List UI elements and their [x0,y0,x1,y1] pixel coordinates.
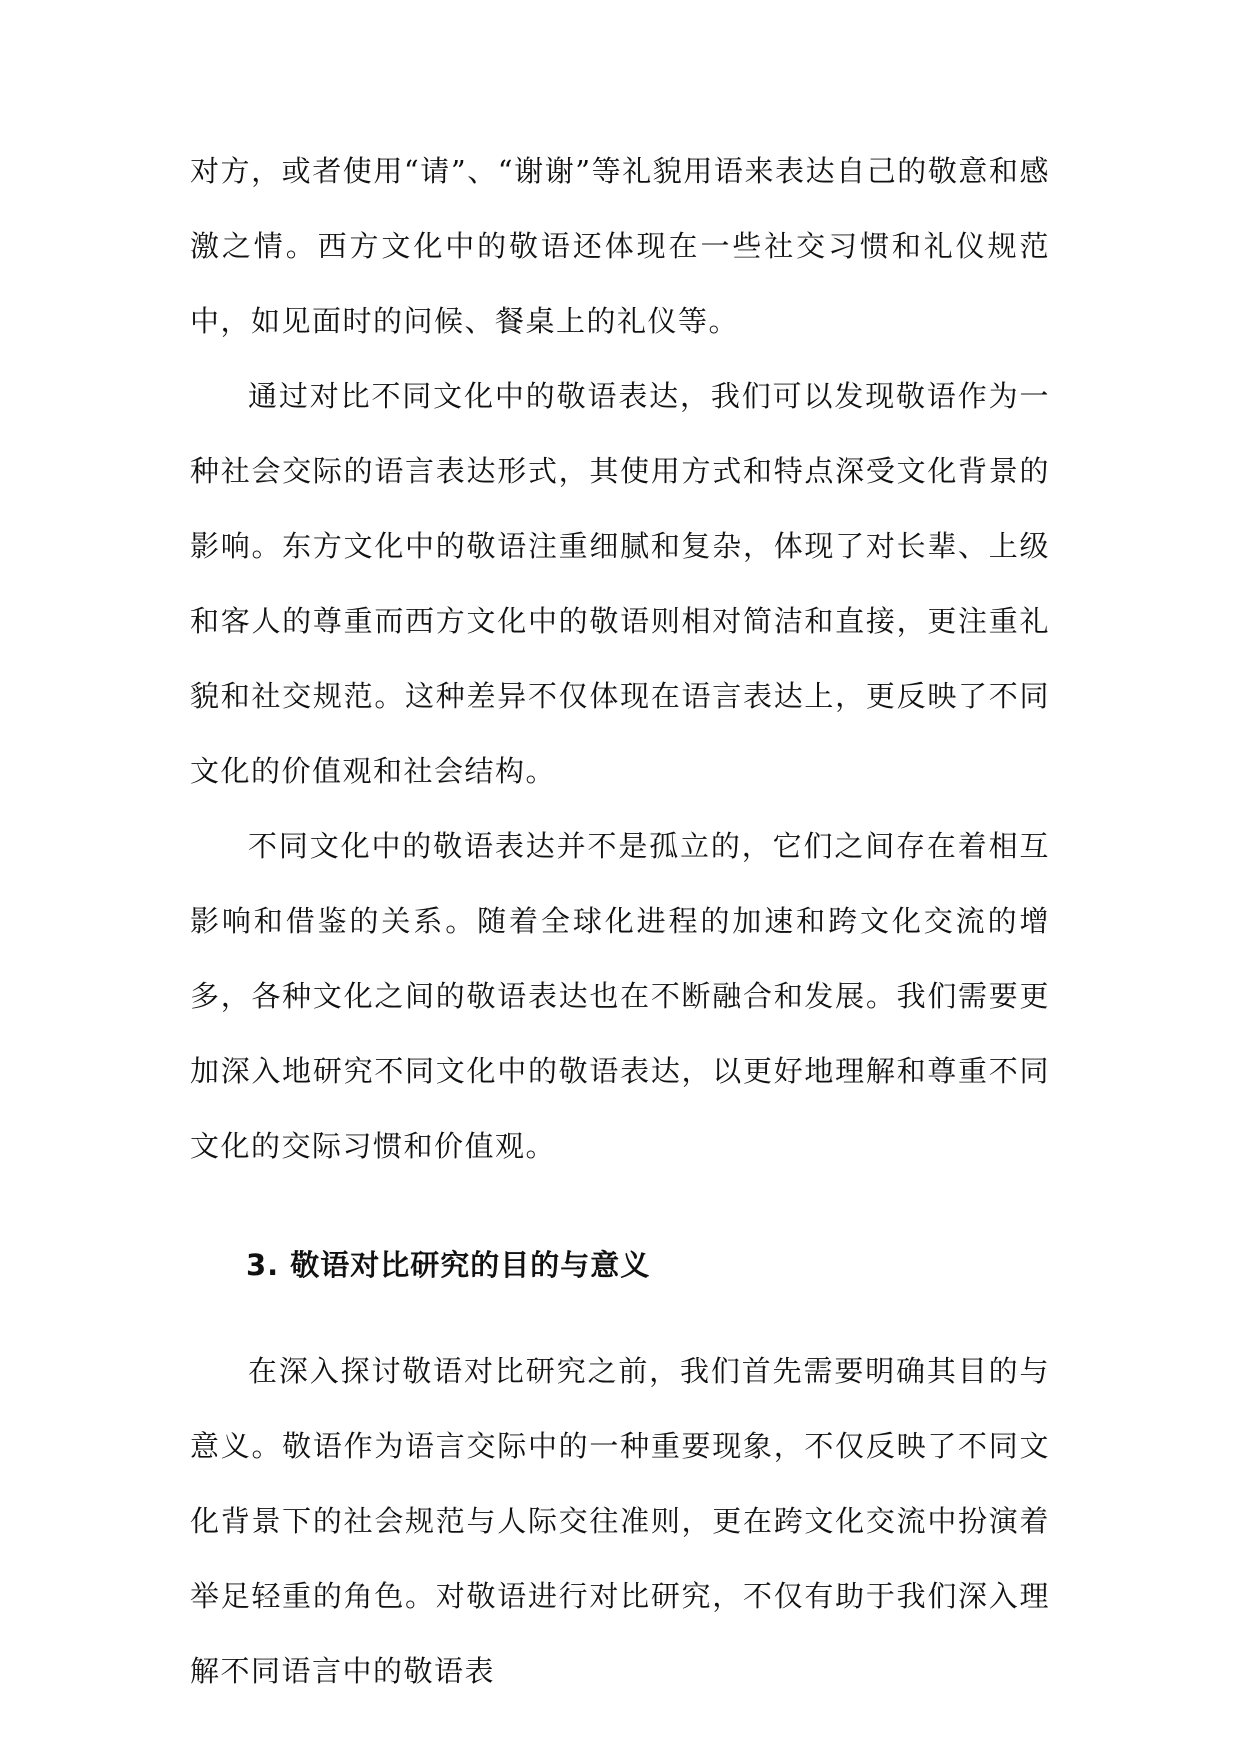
paragraph-text: 通过对比不同文化中的敬语表达，我们可以发现敬语作为一种社会交际的语言表达形式，其使用方式和特点深受文化背景的影响。东方文化中的敬语注重细腻和复杂，体现了对长辈、上级和客人的尊重而西方文化中的敬语则相对简洁和直接，更注重礼貌和社交规范。这种差异不仅体现在语言表达上，更反映了不同文化的价值观和社会结构。 [190,379,1050,788]
paragraph-continued [190,134,1050,359]
paragraph-cultural-comparison [190,359,1050,809]
paragraph-text: 对方，或者使用“请”、“谢谢”等礼貌用语来表达自己的敬意和感激之情。西方文化中的敬语还体现在一些社交习惯和礼仪规范中，如见面时的问候、餐桌上的礼仪等。 [190,154,1050,338]
paragraph-text: 在深入探讨敬语对比研究之前，我们首先需要明确其目的与意义。敬语作为语言交际中的一种重要现象，不仅反映了不同文化背景下的社会规范与人际交往准则，更在跨文化交流中扮演着举足轻重的角色。对敬语进行对比研究，不仅有助于我们深入理解不同语言中的敬语表 [190,1354,1050,1688]
section-heading: 3. 敬语对比研究的目的与意义 [246,1248,651,1282]
paragraph-research-purpose [190,1334,1050,1709]
paragraph-mutual-influence [190,809,1050,1184]
paragraph-text: 不同文化中的敬语表达并不是孤立的，它们之间存在着相互影响和借鉴的关系。随着全球化进程的加速和跨文化交流的增多，各种文化之间的敬语表达也在不断融合和发展。我们需要更加深入地研究不同文化中的敬语表达，以更好地理解和尊重不同文化的交际习惯和价值观。 [190,829,1050,1163]
